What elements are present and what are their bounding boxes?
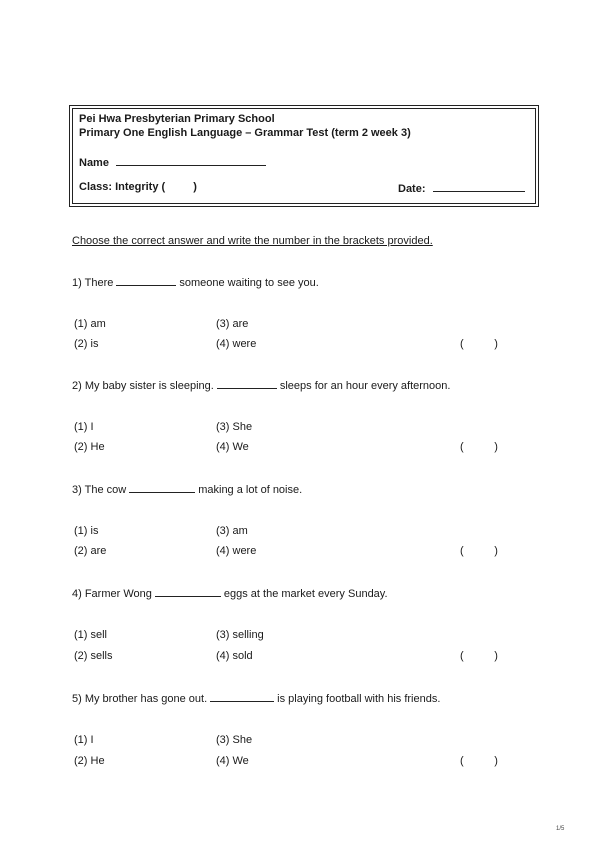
name-label: Name [79, 157, 109, 169]
question-1-answer-bracket[interactable]: ( ) [460, 338, 498, 350]
date-label: Date: [398, 183, 426, 195]
question-4-answer-bracket[interactable]: ( ) [460, 650, 498, 662]
question-4-blank [155, 587, 221, 597]
class-row [79, 181, 197, 193]
question-2-answer-bracket[interactable]: ( ) [460, 441, 498, 453]
question-5-after: is playing football with his friends. [277, 693, 441, 705]
question-4-option-4: (4) sold [216, 650, 253, 662]
question-4-option-3: (3) selling [216, 629, 264, 641]
header-box [69, 105, 539, 207]
question-5-answer-bracket[interactable]: ( ) [460, 755, 498, 767]
question-4-after: eggs at the market every Sunday. [223, 588, 388, 600]
test-title: Primary One English Language – Grammar Test (term 2 week 3) [79, 127, 411, 139]
page-mark: 1/5 [556, 826, 565, 832]
question-4-before: 4) Farmer Wong [72, 588, 152, 600]
question-3-answer-bracket[interactable]: ( ) [460, 545, 498, 557]
date-field[interactable] [433, 181, 525, 192]
question-4-option-2: (2) sells [74, 650, 113, 662]
question-1-option-2: (2) is [74, 338, 99, 350]
question-3 [72, 483, 302, 496]
question-2-option-4: (4) We [216, 441, 249, 453]
question-5-option-1: (1) I [74, 734, 94, 746]
question-1-option-4: (4) were [216, 338, 257, 350]
question-5-option-3: (3) She [216, 734, 253, 746]
question-3-after: making a lot of noise. [198, 484, 303, 496]
question-2-option-1: (1) I [74, 421, 94, 433]
instruction: Choose the correct answer and write the number in the brackets provided. [72, 235, 433, 247]
school-name: Pei Hwa Presbyterian Primary School [79, 113, 275, 125]
question-1-after: someone waiting to see you. [179, 277, 319, 289]
question-1-option-1: (1) am [74, 318, 106, 330]
question-5 [72, 692, 440, 705]
question-5-before: 5) My brother has gone out. [72, 693, 208, 705]
question-1-blank [116, 276, 176, 286]
name-field[interactable] [116, 155, 266, 166]
question-3-option-1: (1) is [74, 525, 99, 537]
question-5-blank [210, 692, 274, 702]
class-close: ) [193, 181, 197, 193]
question-3-blank [129, 483, 195, 493]
question-3-before: 3) The cow [72, 484, 127, 496]
class-label: Class: Integrity ( [79, 181, 166, 193]
date-row [398, 181, 525, 195]
question-3-option-4: (4) were [216, 545, 257, 557]
question-1 [72, 276, 319, 289]
question-4 [72, 587, 388, 600]
question-5-option-4: (4) We [216, 755, 249, 767]
question-4-option-1: (1) sell [74, 629, 108, 641]
question-5-option-2: (2) He [74, 755, 105, 767]
header-inner [72, 108, 536, 204]
question-3-option-2: (2) are [74, 545, 107, 557]
question-2-blank [217, 379, 277, 389]
question-2-option-2: (2) He [74, 441, 105, 453]
question-2-option-3: (3) She [216, 421, 253, 433]
question-1-option-3: (3) are [216, 318, 249, 330]
name-row [79, 155, 266, 169]
question-2 [72, 379, 450, 392]
question-1-before: 1) There [72, 277, 114, 289]
question-2-after: sleeps for an hour every afternoon. [279, 380, 451, 392]
question-3-option-3: (3) am [216, 525, 248, 537]
question-2-before: 2) My baby sister is sleeping. [72, 380, 214, 392]
